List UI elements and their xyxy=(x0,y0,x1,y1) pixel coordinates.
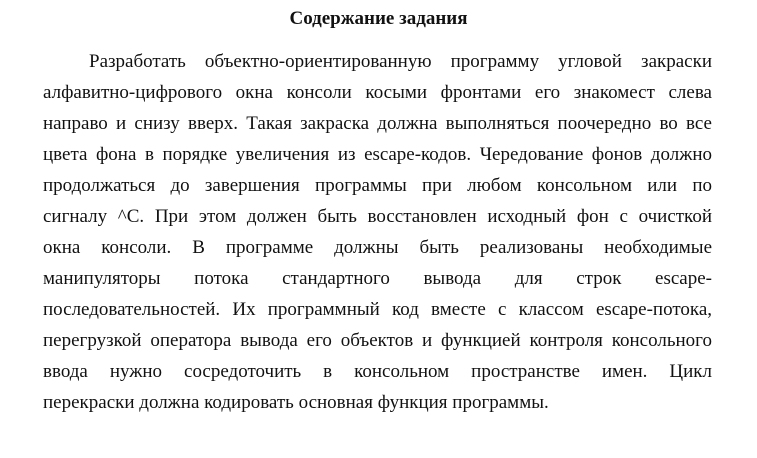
paragraph-line: сигналу ^C. При этом должен быть восстановлен исходный фон с очисткой xyxy=(43,206,712,227)
paragraph-line: перегрузкой оператора вывода его объектов и функцией контроля консольного xyxy=(43,330,712,351)
task-paragraph xyxy=(43,46,712,418)
paragraph-line: окна консоли. В программе должны быть реализованы необходимые xyxy=(43,237,712,258)
paragraph-line: манипуляторы потока стандартного вывода для строк escape- xyxy=(43,268,712,289)
paragraph-line: алфавитно-цифрового окна консоли косыми фронтами его знакомест слева xyxy=(43,82,712,103)
paragraph-line: последовательностей. Их программный код вместе с классом escape-потока, xyxy=(43,299,712,320)
paragraph-line: перекраски должна кодировать основная функция программы. xyxy=(43,392,549,413)
paragraph-line: цвета фона в порядке увеличения из escape-кодов. Чередование фонов должно xyxy=(43,144,712,165)
document-title: Содержание задания xyxy=(289,8,468,29)
paragraph-line: Разработать объектно-ориентированную программу угловой закраски xyxy=(89,51,712,72)
paragraph-line: ввода нужно сосредоточить в консольном пространстве имен. Цикл xyxy=(43,361,712,382)
paragraph-line: продолжаться до завершения программы при любом консольном или по xyxy=(43,175,712,196)
paragraph-line: направо и снизу вверх. Такая закраска должна выполняться поочередно во все xyxy=(43,113,712,134)
